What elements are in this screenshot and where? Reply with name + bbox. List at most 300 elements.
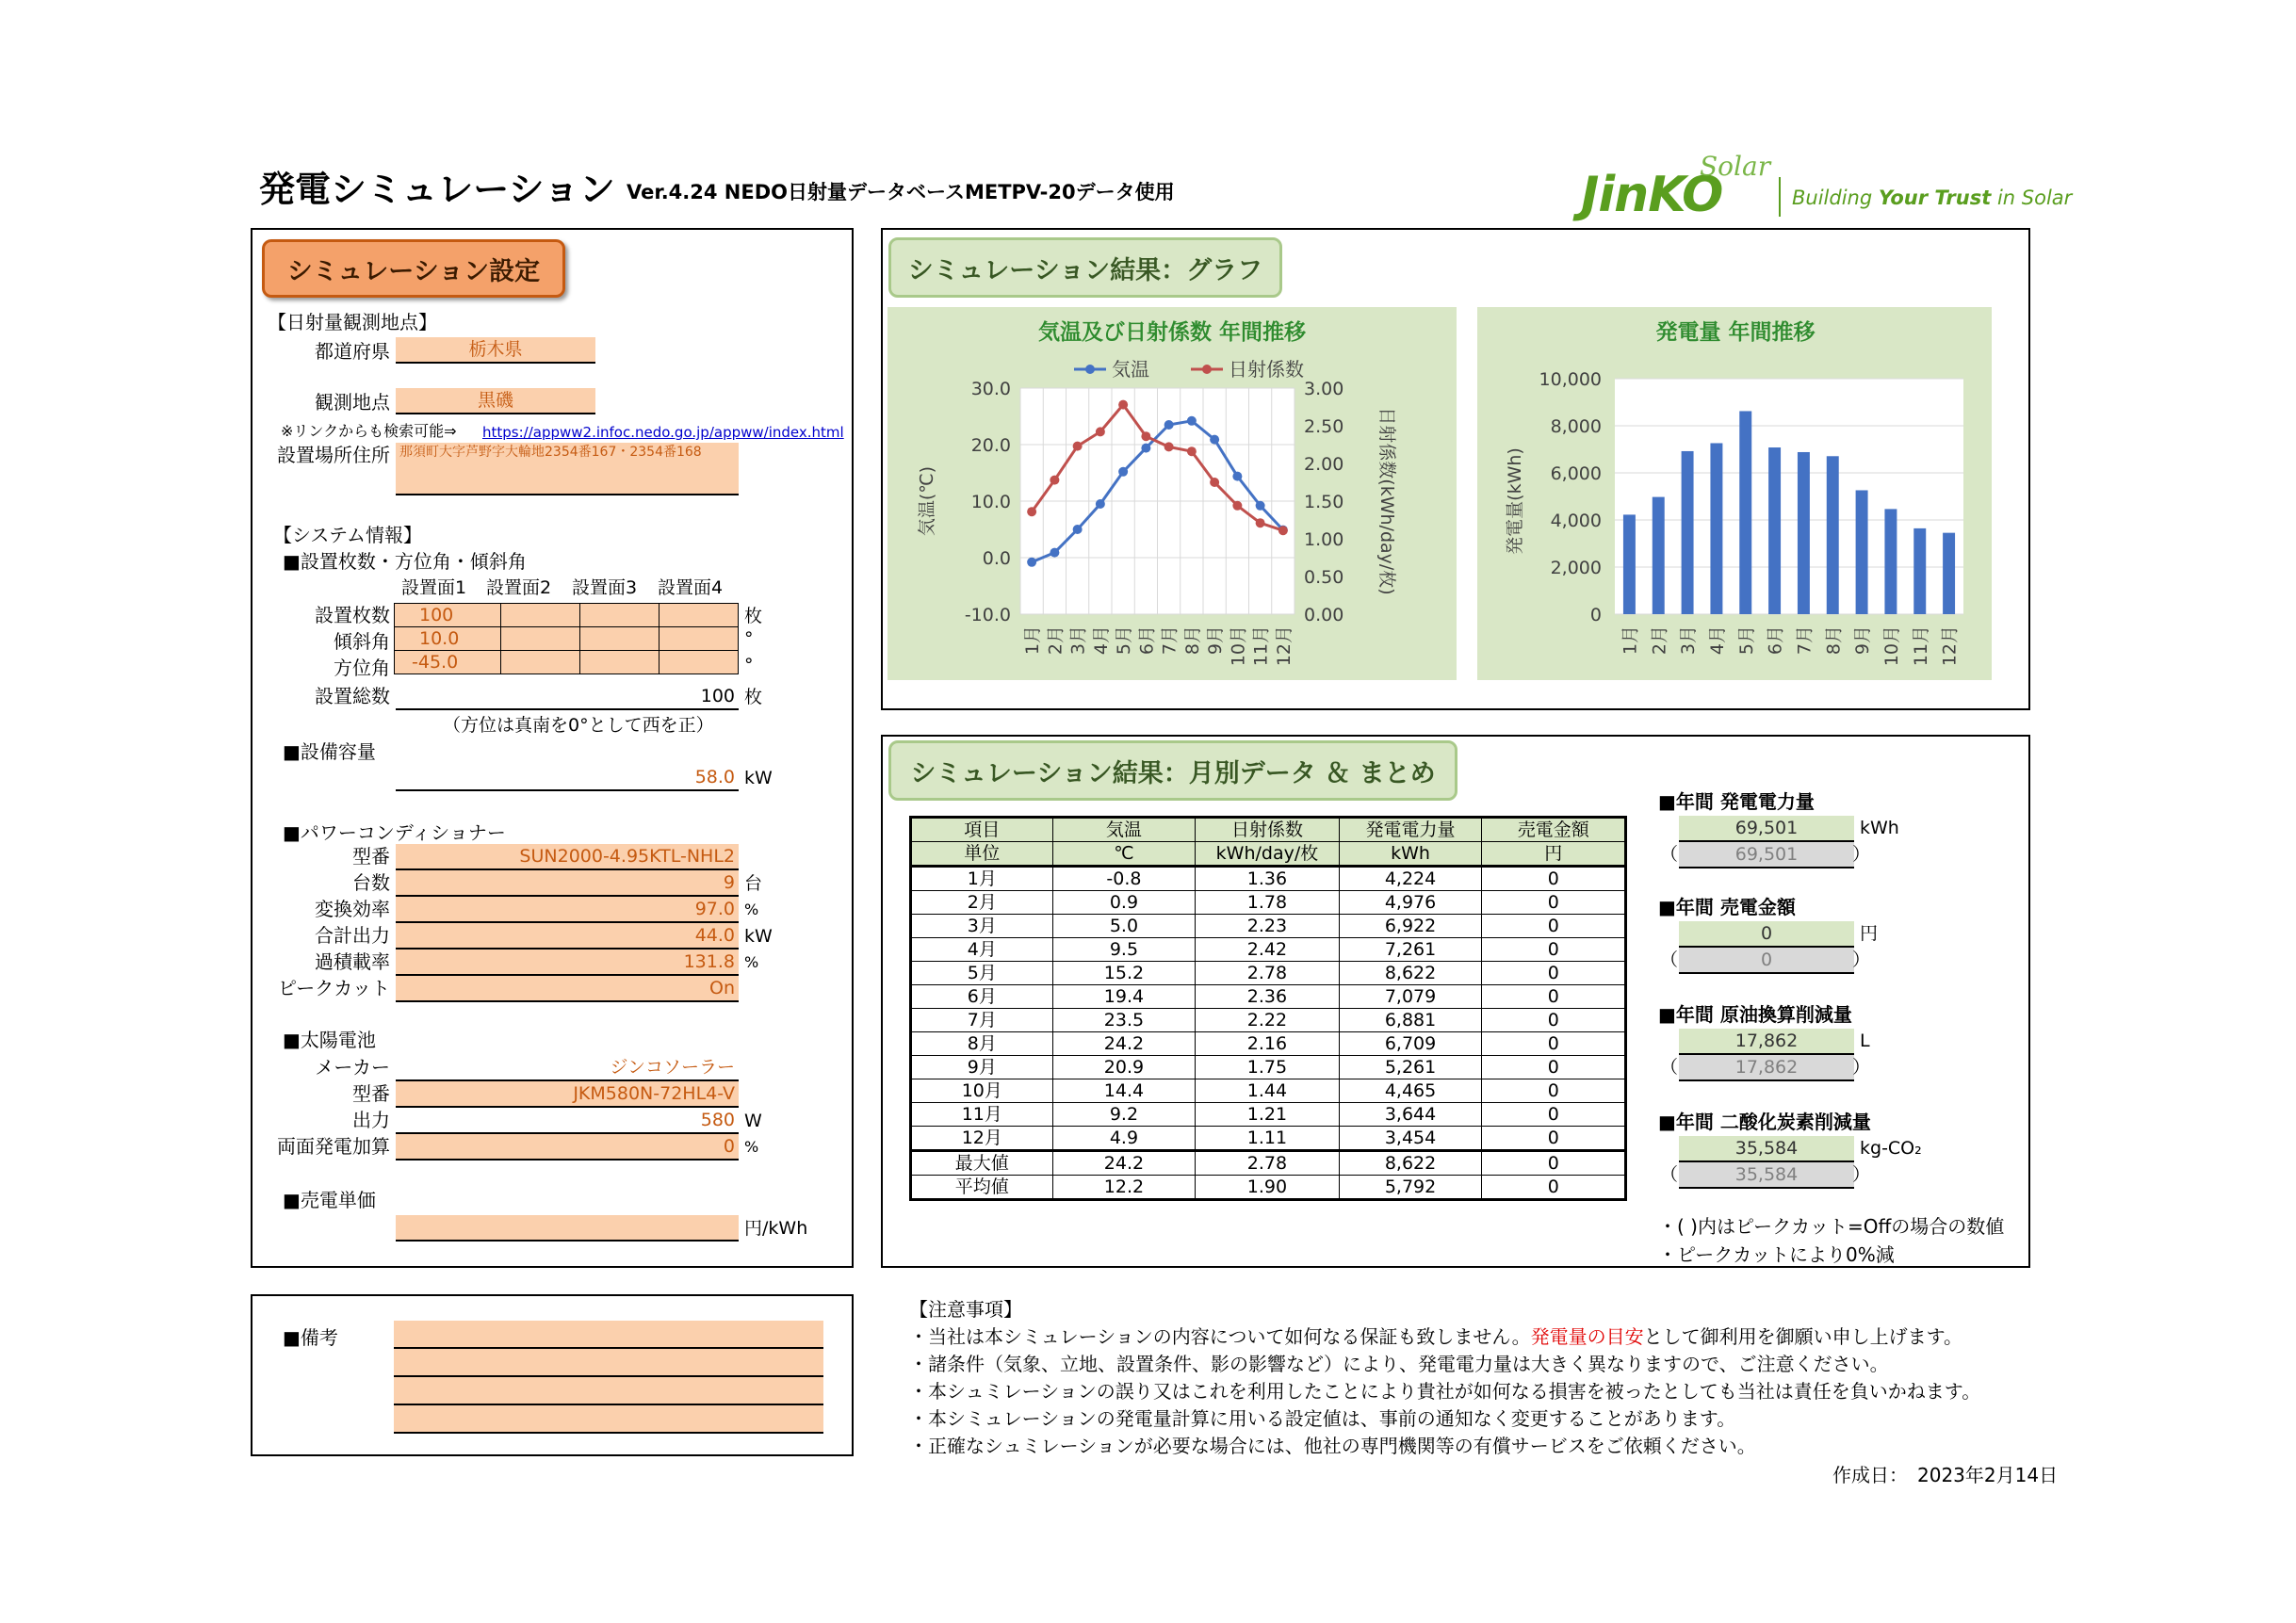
y-tick-label: 2,000 <box>1550 558 1602 578</box>
value-cell: 6,922 <box>1339 915 1482 938</box>
remarks-label: ■備考 <box>283 1326 338 1349</box>
value-cell: 3,454 <box>1339 1127 1482 1151</box>
note-line-4: ・本シミュレーションの発電量計算に用いる設定値は、事前の通知なく変更することがあります。 <box>909 1407 1736 1430</box>
summary-value: 0 <box>1679 921 1854 948</box>
azimuth-unit: ° <box>744 655 754 675</box>
value-cell: 9.5 <box>1052 938 1196 962</box>
temperature-point <box>1187 416 1197 426</box>
summary-label: ■年間 売電金額 <box>1658 896 1796 918</box>
irradiance-point <box>1096 427 1105 436</box>
remarks-line <box>394 1347 823 1349</box>
table-row <box>911 1127 1626 1151</box>
y-tick-label: 4,000 <box>1550 511 1602 531</box>
remarks-line <box>394 1375 823 1377</box>
value-cell: 20.9 <box>1052 1056 1196 1079</box>
value-cell: 0 <box>1482 962 1626 985</box>
module-model-field[interactable]: JKM580N-72HL4-V <box>396 1081 739 1108</box>
value-cell: 0 <box>1482 1032 1626 1056</box>
month-cell: 2月 <box>911 891 1053 915</box>
summary-sub-value: 0 <box>1679 948 1854 974</box>
irradiance-point <box>1210 478 1219 487</box>
station-field[interactable]: 黒磯 <box>396 388 595 414</box>
value-cell: 7,079 <box>1339 985 1482 1009</box>
temp-irradiance-chart <box>887 307 1457 680</box>
value-cell: 1.11 <box>1196 1127 1339 1151</box>
table-row <box>911 962 1626 985</box>
value-cell: 4,465 <box>1339 1079 1482 1103</box>
x-tick-label: 8月 <box>1823 625 1845 656</box>
temperature-point <box>1050 548 1059 558</box>
summary-paren-close: ） <box>1852 1164 1871 1185</box>
x-tick-label: 12月 <box>1273 625 1295 667</box>
y-tick-label: 0 <box>1589 605 1602 625</box>
irradiance-point <box>1187 446 1197 456</box>
face-header-4: 設置面4 <box>658 577 724 598</box>
graph-section-header: シミュレーション結果：グラフ <box>888 237 1282 298</box>
x-tick-label: 5月 <box>1114 625 1135 656</box>
bifacial-label: 両面発電加算 <box>277 1135 390 1158</box>
address-field[interactable]: 那須町大字芦野字大輪地2354番167・2354番168 <box>396 443 739 495</box>
month-cell: 9月 <box>911 1056 1053 1079</box>
power-generation-chart <box>1477 307 1992 680</box>
value-cell: 6,881 <box>1339 1009 1482 1032</box>
summary-unit: L <box>1860 1031 1870 1051</box>
note-line-5: ・正確なシュミレーションが必要な場合には、他社の専門機関等の有償サービスをご依頼ください。 <box>909 1435 1756 1457</box>
x-tick-label: 8月 <box>1181 625 1203 656</box>
bar <box>1710 443 1722 614</box>
azimuth-label: 方位角 <box>334 657 390 679</box>
note-line-3: ・本シュミレーションの誤り又はこれを利用したことにより貴社が如何なる損害を被ったとしても当社は責任を負いかねます。 <box>909 1380 1981 1403</box>
azimuth-cell[interactable] <box>501 651 580 674</box>
bifacial-field[interactable]: 0 <box>396 1134 739 1160</box>
month-cell: 7月 <box>911 1009 1053 1032</box>
summary-unit: kWh <box>1860 818 1899 838</box>
location-heading: 【日射量観測地点】 <box>268 311 437 333</box>
y-tick-label: 8,000 <box>1550 416 1602 437</box>
x-tick-label: 2月 <box>1649 625 1670 656</box>
x-tick-label: 11月 <box>1910 625 1931 667</box>
summary-paren-open: （ <box>1660 949 1679 970</box>
irradiance-point <box>1118 400 1128 410</box>
value-cell: 3,644 <box>1339 1103 1482 1127</box>
value-cell: 5,261 <box>1339 1056 1482 1079</box>
unit-cell: 単位 <box>911 842 1053 867</box>
legend-irr-label: 日射係数 <box>1229 358 1304 381</box>
y-tick-label: 10,000 <box>1539 369 1602 390</box>
created-date: 作成日： 2023年2月14日 <box>1832 1464 2059 1486</box>
month-cell: 4月 <box>911 938 1053 962</box>
summary-sub-value: 17,862 <box>1679 1055 1854 1081</box>
monthly-section-header: シミュレーション結果：月別データ ＆ まとめ <box>888 740 1457 801</box>
x-tick-label: 11月 <box>1250 625 1272 667</box>
max-cell: 2.78 <box>1196 1151 1339 1176</box>
brand-tagline <box>1792 187 2072 209</box>
month-cell: 11月 <box>911 1103 1053 1127</box>
value-cell: 1.75 <box>1196 1056 1339 1079</box>
avg-cell: 12.2 <box>1052 1176 1196 1200</box>
remarks-field[interactable] <box>394 1321 823 1434</box>
x-tick-label: 1月 <box>1620 625 1641 656</box>
tilt-cell[interactable] <box>501 604 580 627</box>
temperature-point <box>1232 472 1242 481</box>
price-heading: ■売電単価 <box>283 1189 376 1211</box>
azimuth-cell[interactable] <box>659 651 739 674</box>
prefecture-label: 都道府県 <box>315 340 390 363</box>
peakcut-label: ピークカット <box>278 977 390 999</box>
pcs-efficiency-field[interactable]: 97.0 <box>396 897 739 923</box>
face-header-1: 設置面1 <box>401 577 467 598</box>
value-cell: 4,224 <box>1339 867 1482 891</box>
x-tick-label: 5月 <box>1735 625 1757 656</box>
value-cell: 0 <box>1482 938 1626 962</box>
x-tick-label: 7月 <box>1794 625 1816 656</box>
value-cell: 1.44 <box>1196 1079 1339 1103</box>
pcs-model-label: 型番 <box>352 845 390 868</box>
table-row <box>911 891 1626 915</box>
bar <box>1827 456 1839 614</box>
price-unit: 円/kWh <box>744 1218 808 1239</box>
array-grid <box>394 603 739 674</box>
summary-paren-close: ） <box>1852 1057 1871 1078</box>
capacity-field: 58.0 <box>396 765 739 791</box>
bar <box>1856 490 1868 614</box>
value-cell: 4,976 <box>1339 891 1482 915</box>
tagline-pre: Building <box>1792 187 1879 209</box>
unit-cell: 円 <box>1482 842 1626 867</box>
value-cell: 0 <box>1482 985 1626 1009</box>
nedo-link[interactable]: https://appww2.infoc.nedo.go.jp/appww/index.html <box>482 424 844 441</box>
x-tick-label: 3月 <box>1678 625 1700 656</box>
max-cell: 0 <box>1482 1151 1626 1176</box>
module-output-label: 出力 <box>352 1109 390 1131</box>
month-cell: 3月 <box>911 915 1053 938</box>
y-tick-label: -10.0 <box>964 605 1011 625</box>
azimuth-cell[interactable]: -45.0 <box>395 651 501 674</box>
col-header: 項目 <box>911 818 1053 842</box>
irradiance-point <box>1027 507 1036 516</box>
value-cell: 2.42 <box>1196 938 1339 962</box>
irradiance-point <box>1141 431 1150 441</box>
chart1-title: 気温及び日射係数 年間推移 <box>1037 320 1307 345</box>
page-title: 発電シミュレーション <box>259 169 615 210</box>
value-cell: 0 <box>1482 867 1626 891</box>
x-tick-label: 4月 <box>1090 625 1112 656</box>
total-panels-label: 設置総数 <box>315 685 390 707</box>
value-cell: 0 <box>1482 915 1626 938</box>
summary-label: ■年間 発電電力量 <box>1658 790 1815 813</box>
legend-temp-marker <box>1085 365 1095 374</box>
maker-field[interactable]: ジンコソーラー <box>396 1055 739 1081</box>
avg-cell: 平均値 <box>911 1176 1053 1200</box>
tilt-cell[interactable]: 100 <box>395 604 501 627</box>
module-model-label: 型番 <box>352 1082 390 1105</box>
tagline-bold: Your Trust <box>1878 187 1992 209</box>
tilt-cell[interactable] <box>659 604 739 627</box>
avg-cell: 0 <box>1482 1176 1626 1200</box>
value-cell: 0 <box>1482 1103 1626 1127</box>
max-cell: 8,622 <box>1339 1151 1482 1176</box>
azimuth-note: （方位は真南を0°として西を正） <box>443 715 714 736</box>
irradiance-point <box>1232 501 1242 511</box>
y2-tick-label: 2.50 <box>1304 416 1344 437</box>
tilt-cell[interactable]: 10.0 <box>395 627 501 651</box>
x-tick-label: 10月 <box>1228 625 1249 667</box>
bar <box>1739 411 1751 614</box>
x-tick-label: 6月 <box>1136 625 1158 656</box>
face-header-2: 設置面2 <box>486 577 552 598</box>
array-heading: ■設置枚数・方位角・傾斜角 <box>283 550 527 573</box>
notes-heading: 【注意事項】 <box>909 1298 1022 1321</box>
prefecture-field[interactable]: 栃木県 <box>396 337 595 364</box>
settings-section-header: シミュレーション設定 <box>262 239 565 298</box>
bar <box>1884 509 1897 614</box>
table-header-row <box>911 818 1626 842</box>
value-cell: -0.8 <box>1052 867 1196 891</box>
price-field[interactable] <box>396 1215 739 1242</box>
brand-logo <box>1573 151 2082 226</box>
chart1-ylabel: 気温(℃) <box>917 465 937 537</box>
summary-label: ■年間 原油換算削減量 <box>1658 1003 1852 1026</box>
chart2-plot-area <box>1615 379 1963 614</box>
bar <box>1913 528 1926 614</box>
value-cell: 8,622 <box>1339 962 1482 985</box>
temperature-point <box>1210 435 1219 445</box>
unit-cell: kWh/day/枚 <box>1196 842 1339 867</box>
unit-cell: kWh <box>1339 842 1482 867</box>
summary-unit: kg-CO₂ <box>1860 1138 1922 1159</box>
max-cell: 24.2 <box>1052 1151 1196 1176</box>
temperature-point <box>1027 558 1036 567</box>
table-max-row <box>911 1151 1626 1176</box>
pcs-heading: ■パワーコンディショナー <box>283 821 506 844</box>
month-cell: 10月 <box>911 1079 1053 1103</box>
chart1-y2label: 日射係数(kWh/day/枚) <box>1376 407 1397 595</box>
value-cell: 0 <box>1482 1056 1626 1079</box>
col-header: 発電電力量 <box>1339 818 1482 842</box>
summary-unit: 円 <box>1860 923 1879 944</box>
module-output-field: 580 <box>396 1108 739 1134</box>
x-tick-label: 2月 <box>1045 625 1067 656</box>
summary-paren-close: ） <box>1852 949 1871 970</box>
bifacial-unit: % <box>744 1138 759 1156</box>
summary-sub-value: 35,584 <box>1679 1162 1854 1189</box>
x-tick-label: 4月 <box>1706 625 1728 656</box>
summary-paren-open: （ <box>1660 1164 1679 1185</box>
value-cell: 0 <box>1482 891 1626 915</box>
x-tick-label: 3月 <box>1067 625 1089 656</box>
x-tick-label: 12月 <box>1939 625 1961 667</box>
pcs-efficiency-label: 変換効率 <box>315 898 390 920</box>
table-row <box>911 985 1626 1009</box>
legend-irr-marker <box>1202 365 1212 374</box>
y2-tick-label: 1.50 <box>1304 492 1344 512</box>
bar <box>1653 497 1665 614</box>
value-cell: 14.4 <box>1052 1079 1196 1103</box>
bar <box>1623 514 1636 614</box>
version-note: Ver.4.24 NEDO日射量データベースMETPV-20データ使用 <box>627 181 1175 203</box>
value-cell: 1.36 <box>1196 867 1339 891</box>
table-row <box>911 1103 1626 1127</box>
footnote-peakcut-rate: ・ピークカットにより0%減 <box>1658 1243 1895 1266</box>
irradiance-point <box>1256 518 1265 527</box>
value-cell: 2.16 <box>1196 1032 1339 1056</box>
overload-unit: % <box>744 953 759 971</box>
summary-paren-close: ） <box>1852 844 1871 865</box>
capacity-heading: ■設備容量 <box>283 740 376 763</box>
value-cell: 9.2 <box>1052 1103 1196 1127</box>
temperature-point <box>1141 444 1150 453</box>
panel-count-label: 設置枚数 <box>315 604 390 626</box>
summary-value: 35,584 <box>1679 1136 1854 1162</box>
system-heading: 【システム情報】 <box>273 524 422 546</box>
total-panels-field: 100 <box>396 684 739 710</box>
table-row <box>911 1056 1626 1079</box>
summary-label: ■年間 二酸化炭素削減量 <box>1658 1111 1871 1133</box>
note-1-pre: ・当社は本シミュレーションの内容について如何なる保証も致しません。 <box>909 1325 1531 1348</box>
y-tick-label: 6,000 <box>1550 463 1602 484</box>
value-cell: 2.23 <box>1196 915 1339 938</box>
azimuth-cell[interactable] <box>580 651 659 674</box>
peakcut-select[interactable]: On <box>396 976 739 1002</box>
face-header-3: 設置面3 <box>572 577 638 598</box>
y-tick-label: 30.0 <box>970 379 1011 399</box>
month-cell: 8月 <box>911 1032 1053 1056</box>
pcs-output-unit: kW <box>744 926 773 947</box>
overload-label: 過積載率 <box>315 950 390 973</box>
tilt-label: 傾斜角 <box>334 630 390 653</box>
x-tick-label: 9月 <box>1205 625 1227 656</box>
maker-label: メーカー <box>315 1056 390 1079</box>
pcs-output-field: 44.0 <box>396 923 739 949</box>
summary-value: 17,862 <box>1679 1029 1854 1055</box>
bar <box>1768 447 1781 614</box>
summary-paren-open: （ <box>1660 1057 1679 1078</box>
x-tick-label: 7月 <box>1159 625 1181 656</box>
avg-cell: 1.90 <box>1196 1176 1339 1200</box>
pcs-output-label: 合計出力 <box>315 924 390 947</box>
temperature-point <box>1118 467 1128 477</box>
y2-tick-label: 1.00 <box>1304 529 1344 550</box>
brand-sub: Solar <box>1700 151 1771 182</box>
module-output-unit: W <box>744 1111 762 1131</box>
month-cell: 1月 <box>911 867 1053 891</box>
irradiance-point <box>1164 442 1174 451</box>
address-label: 設置場所住所 <box>277 444 390 466</box>
table-row <box>911 1032 1626 1056</box>
legend-temp-label: 気温 <box>1112 358 1149 381</box>
value-cell: 23.5 <box>1052 1009 1196 1032</box>
value-cell: 4.9 <box>1052 1127 1196 1151</box>
summary-value: 69,501 <box>1679 816 1854 842</box>
pcs-count-unit: 台 <box>744 873 763 894</box>
panel-count-unit: 枚 <box>744 606 763 626</box>
value-cell: 0 <box>1482 1009 1626 1032</box>
y-tick-label: 20.0 <box>970 435 1011 456</box>
tilt-unit: ° <box>744 628 754 649</box>
total-panels-unit: 枚 <box>744 687 763 707</box>
value-cell: 19.4 <box>1052 985 1196 1009</box>
col-header: 日射係数 <box>1196 818 1339 842</box>
x-tick-label: 9月 <box>1852 625 1874 656</box>
chart2-ylabel: 発電量(kWh) <box>1505 447 1525 555</box>
x-tick-label: 1月 <box>1022 625 1044 656</box>
value-cell: 7,261 <box>1339 938 1482 962</box>
pcs-model-field[interactable]: SUN2000-4.95KTL-NHL2 <box>396 844 739 870</box>
temperature-point <box>1256 501 1265 511</box>
overload-field: 131.8 <box>396 949 739 976</box>
value-cell: 1.21 <box>1196 1103 1339 1127</box>
table-row <box>911 1009 1626 1032</box>
pcs-count-field[interactable]: 9 <box>396 870 739 897</box>
tilt-cell[interactable] <box>501 627 580 651</box>
station-label: 観測地点 <box>315 391 390 414</box>
summary-paren-open: （ <box>1660 844 1679 865</box>
note-line-2: ・諸条件（気象、立地、設置条件、影の影響など）により、発電電力量は大きく異なりますので、ご注意ください。 <box>909 1353 1889 1375</box>
table-row <box>911 867 1626 891</box>
unit-cell: ℃ <box>1052 842 1196 867</box>
value-cell: 15.2 <box>1052 962 1196 985</box>
temperature-point <box>1096 499 1105 509</box>
bar <box>1682 451 1694 614</box>
value-cell: 2.22 <box>1196 1009 1339 1032</box>
temperature-point <box>1164 420 1174 430</box>
note-1-post: として御利用を御願い申し上げます。 <box>1643 1325 1963 1348</box>
tagline-post: in Solar <box>1991 187 2073 209</box>
avg-cell: 5,792 <box>1339 1176 1482 1200</box>
value-cell: 0.9 <box>1052 891 1196 915</box>
capacity-unit: kW <box>744 768 773 788</box>
y2-tick-label: 2.00 <box>1304 454 1344 475</box>
chart1-legend <box>1074 358 1304 381</box>
bar <box>1798 452 1810 614</box>
remarks-line <box>394 1432 823 1434</box>
tilt-cell[interactable] <box>580 604 659 627</box>
table-row <box>911 938 1626 962</box>
summary-sub-value: 69,501 <box>1679 842 1854 868</box>
table-row <box>911 1079 1626 1103</box>
table-avg-row <box>911 1176 1626 1200</box>
value-cell: 0 <box>1482 1079 1626 1103</box>
value-cell: 24.2 <box>1052 1032 1196 1056</box>
irradiance-point <box>1278 526 1288 535</box>
value-cell: 2.78 <box>1196 962 1339 985</box>
table-unit-row <box>911 842 1626 867</box>
y2-tick-label: 0.50 <box>1304 567 1344 588</box>
value-cell: 5.0 <box>1052 915 1196 938</box>
bar <box>1943 533 1955 614</box>
value-cell: 6,709 <box>1339 1032 1482 1056</box>
col-header: 売電金額 <box>1482 818 1626 842</box>
tilt-cell[interactable] <box>580 627 659 651</box>
note-1-highlight: 発電量の目安 <box>1530 1325 1644 1348</box>
logo-divider <box>1779 177 1781 217</box>
table-row <box>911 915 1626 938</box>
max-cell: 最大値 <box>911 1151 1053 1176</box>
value-cell: 2.36 <box>1196 985 1339 1009</box>
x-tick-label: 10月 <box>1881 625 1902 667</box>
link-note: ※リンクからも検索可能⇒ <box>281 422 457 440</box>
y2-tick-label: 0.00 <box>1304 605 1344 625</box>
monthly-data-table <box>909 816 1627 1201</box>
temperature-point <box>1073 525 1083 534</box>
y2-tick-label: 3.00 <box>1304 379 1344 399</box>
pcs-efficiency-unit: % <box>744 901 759 918</box>
brand-name: JinKO <box>1581 167 1723 223</box>
remarks-line <box>394 1404 823 1405</box>
irradiance-point <box>1050 476 1059 485</box>
tilt-cell[interactable] <box>659 627 739 651</box>
y-tick-label: 0.0 <box>982 548 1011 569</box>
